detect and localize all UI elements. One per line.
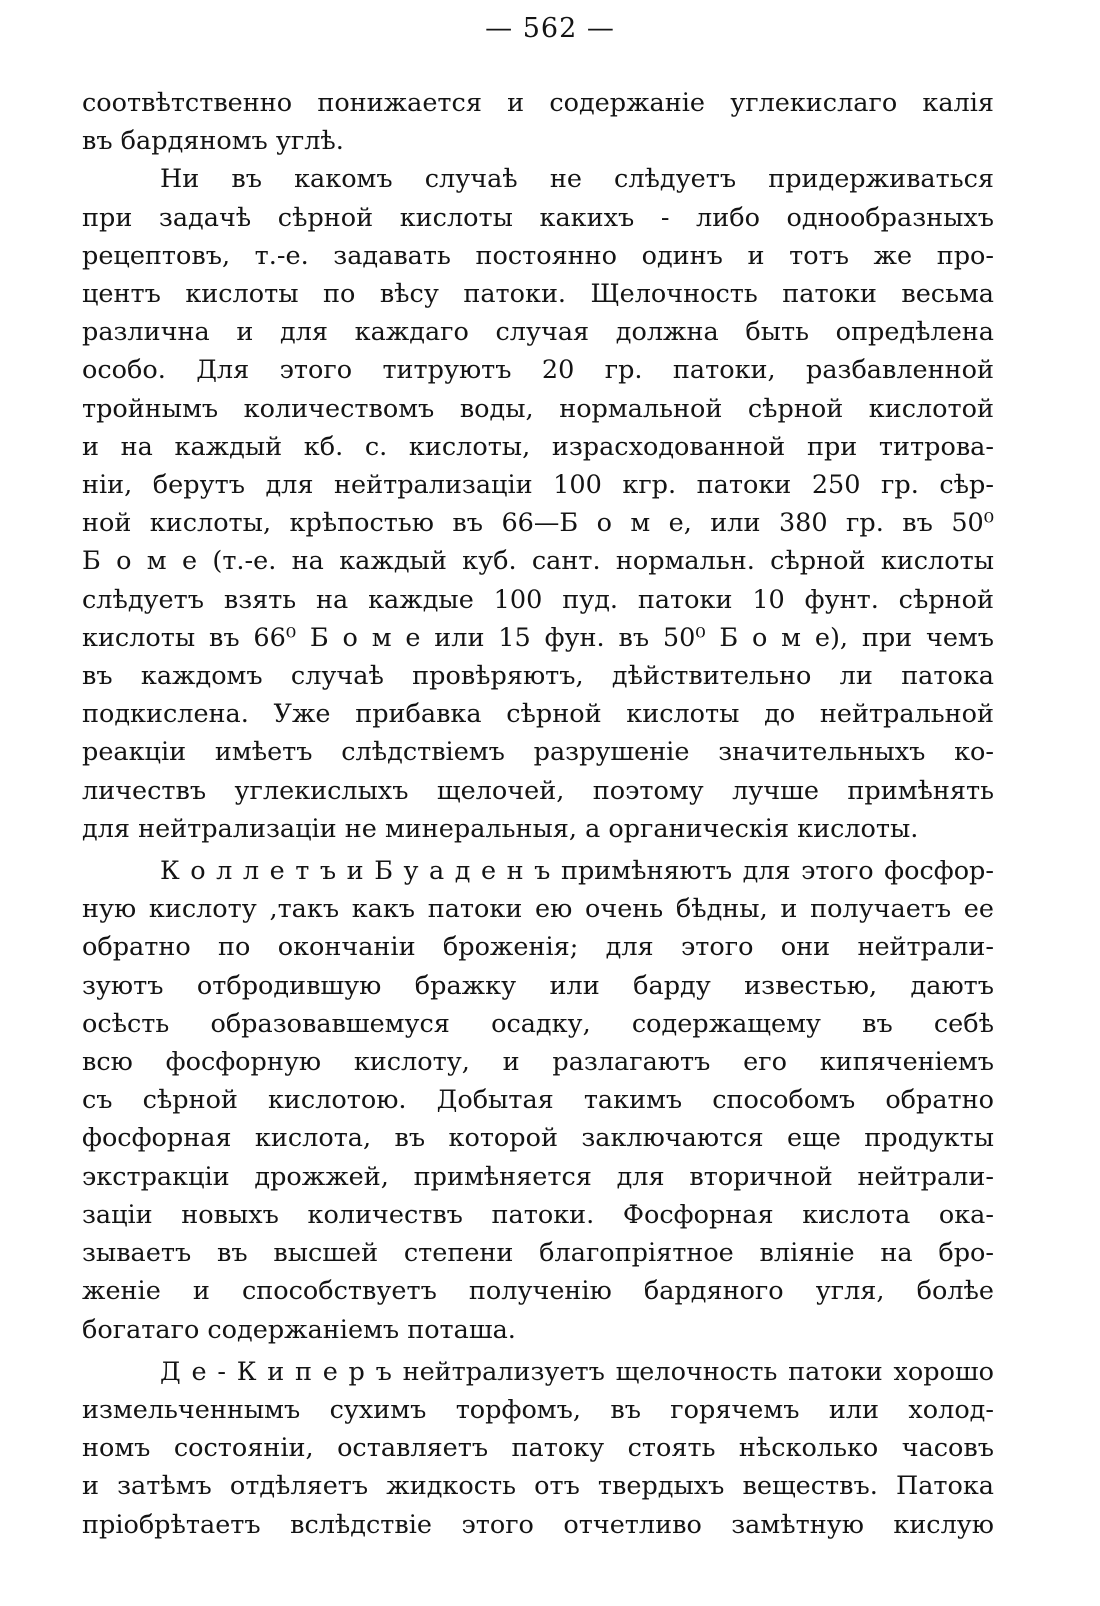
text-line: реакціи имѣетъ слѣдствіемъ разрушеніе значительныхъ ко- [82,737,994,768]
text-line: экстракціи дрожжей, примѣняется для вторичной нейтрали- [82,1161,994,1192]
text-line: зуютъ отбродившую бражку или барду известью, даютъ [82,970,994,1001]
text-line: въ бардяномъ углѣ. [82,126,344,157]
text-line: при задачѣ сѣрной кислоты какихъ - либо однообразныхъ [82,202,994,233]
text-line: осѣсть образовавшемуся осадку, содержащему въ себѣ [82,1008,994,1039]
text-line: Д е - К и п е р ъ нейтрализуетъ щелочность патоки хорошо [160,1356,994,1387]
page-number: — 562 — [485,13,615,44]
text-line: кислоты въ 66⁰ Б о м е или 15 фун. въ 50⁰ Б о м е), при чемъ [82,622,994,653]
text-line: К о л л е т ъ и Б у а д е н ъ примѣняютъ для этого фосфор- [160,856,994,887]
text-line: слѣдуетъ взять на каждые 100 пуд. патоки 10 фунт. сѣрной [82,584,994,615]
page-body-text [82,84,994,1544]
text-line: и на каждый кб. с. кислоты, израсходованной при титрова- [82,431,994,462]
text-line: соотвѣтственно понижается и содержаніе углекислаго калія [82,88,994,118]
text-line: различна и для каждаго случая должна быть опредѣлена [82,317,994,348]
text-line: фосфорная кислота, въ которой заключаются еще продукты [82,1123,994,1154]
text-line: зываетъ въ высшей степени благопріятное вліяніе на бро- [82,1238,994,1269]
text-line: центъ кислоты по вѣсу патоки. Щелочность патоки весьма [82,279,994,310]
paragraph [82,160,994,848]
paragraph [82,84,994,160]
text-line: обратно по окончаніи броженія; для этого они нейтрали- [82,932,994,963]
text-line: заціи новыхъ количествъ патоки. Фосфорная кислота ока- [82,1199,994,1230]
text-line: женіе и способствуетъ полученію бардяного угля, болѣе [82,1276,994,1307]
text-line: рецептовъ, т.-е. задавать постоянно одинъ и тотъ же про- [82,240,994,271]
text-line: подкислена. Уже прибавка сѣрной кислоты до нейтральной [82,699,994,730]
text-line: ную кислоту ,такъ какъ патоки ею очень бѣдны, и получаетъ ее [82,894,994,925]
text-line: измельченнымъ сухимъ торфомъ, въ горячемъ или холод- [82,1394,994,1425]
text-line: пріобрѣтаетъ вслѣдствіе этого отчетливо замѣтную кислую [82,1509,994,1540]
paragraph [82,852,994,1349]
text-line: особо. Для этого титруютъ 20 гр. патоки, разбавленной [82,355,994,386]
text-line: Ни въ какомъ случаѣ не слѣдуетъ придерживаться [160,164,994,195]
text-line: въ каждомъ случаѣ провѣряютъ, дѣйствительно ли патока [82,661,994,692]
paragraph [82,1353,994,1544]
text-line: всю фосфорную кислоту, и разлагаютъ его кипяченіемъ [82,1047,994,1078]
text-line: съ сѣрной кислотою. Добытая такимъ способомъ обратно [82,1085,994,1116]
text-line: Б о м е (т.-е. на каждый куб. сант. нормальн. сѣрной кислоты [82,546,994,577]
text-line: богатаго содержаніемъ поташа. [82,1314,516,1345]
text-line: и затѣмъ отдѣляетъ жидкость отъ твердыхъ веществъ. Патока [82,1471,994,1502]
text-line: номъ состояніи, оставляетъ патоку стоять нѣсколько часовъ [82,1433,994,1464]
text-line: тройнымъ количествомъ воды, нормальной сѣрной кислотой [82,393,994,424]
text-line: личествъ углекислыхъ щелочей, поэтому лучше примѣнять [82,775,994,806]
text-line: для нейтрализаціи не минеральныя, а органическія кислоты. [82,813,919,844]
text-line: ніи, берутъ для нейтрализаціи 100 кгр. патоки 250 гр. сѣр- [82,470,994,501]
text-line: ной кислоты, крѣпостью въ 66—Б о м е, или 380 гр. въ 50⁰ [82,508,994,539]
